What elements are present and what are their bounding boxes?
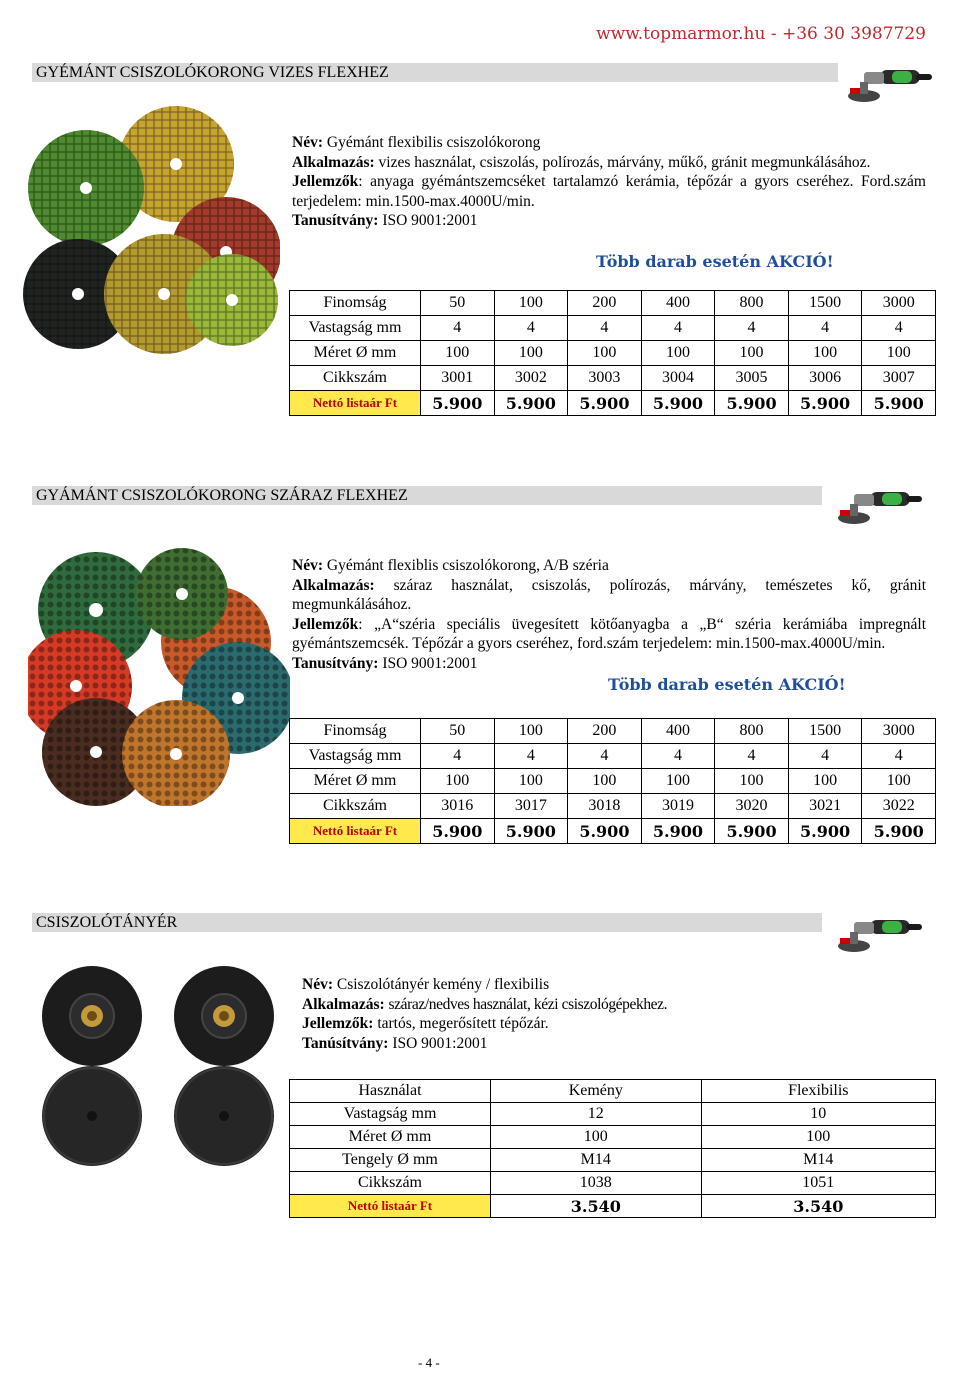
table-cell: 4 [788, 744, 862, 769]
application-value: vizes használat, csiszolás, polírozás, márvány, műkő, gránit megmunkálásához. [378, 153, 871, 171]
table-cell: 100 [862, 769, 936, 794]
table-cell: 3006 [788, 366, 862, 391]
table-cell: 3021 [788, 794, 862, 819]
table-cell: 100 [568, 341, 642, 366]
table-row [290, 719, 936, 744]
table-cell: 4 [788, 316, 862, 341]
table-cell: 3005 [715, 366, 789, 391]
table-cell: 100 [421, 341, 495, 366]
table-cell: 3000 [862, 719, 936, 744]
table-cell: 4 [421, 316, 495, 341]
table-row [290, 291, 936, 316]
table-cell: 1500 [788, 719, 862, 744]
certificate-label: Tanusítvány: [292, 654, 379, 672]
table-cell: 3007 [862, 366, 936, 391]
row-label: Cikkszám [290, 366, 421, 391]
row-label: Vastagság mm [290, 744, 421, 769]
table-row [290, 769, 936, 794]
table-cell: 12 [491, 1103, 702, 1126]
price-cell: 5.900 [715, 391, 789, 416]
table-cell: 4 [568, 744, 642, 769]
table-row [290, 366, 936, 391]
application-value: száraz használat, csiszolás, polírozás, márvány, temészetes kő, gránit megmunkálásához. [292, 576, 927, 613]
row-label: Finomság [290, 719, 421, 744]
price-cell: 3.540 [491, 1195, 702, 1218]
table-cell: 100 [491, 1126, 702, 1149]
section3-table [289, 1079, 936, 1218]
row-label: Vastagság mm [290, 1103, 491, 1126]
price-cell: 5.900 [421, 391, 495, 416]
price-cell: 5.900 [568, 819, 642, 844]
features-value: tartós, megerősített tépőzár. [377, 1015, 549, 1032]
table-cell: 200 [568, 291, 642, 316]
table-cell: 3018 [568, 794, 642, 819]
table-cell: 3004 [641, 366, 715, 391]
section3-description [302, 975, 926, 1053]
price-cell: 5.900 [788, 819, 862, 844]
table-cell: 100 [494, 769, 568, 794]
name-value: Gyémánt flexiblis csiszolókorong, A/B széria [326, 557, 609, 574]
row-label: Vastagság mm [290, 316, 421, 341]
table-row [290, 316, 936, 341]
row-label: Méret Ø mm [290, 1126, 491, 1149]
table-cell: 100 [641, 341, 715, 366]
column-header: Kemény [491, 1080, 702, 1103]
table-cell: 4 [568, 316, 642, 341]
table-cell: 1038 [491, 1172, 702, 1195]
table-cell: 3002 [494, 366, 568, 391]
table-cell: 1051 [701, 1172, 935, 1195]
page-number: - 4 - [418, 1355, 440, 1370]
row-label: Tengely Ø mm [290, 1149, 491, 1172]
application-label: Alkalmazás: [302, 995, 385, 1013]
application-label: Alkalmazás: [292, 576, 375, 594]
grinder-icon [832, 484, 924, 534]
table-row [290, 744, 936, 769]
price-cell: 5.900 [715, 819, 789, 844]
price-label: Nettó listaár Ft [290, 1195, 491, 1218]
section2-title: GYÁMÁNT CSISZOLÓKORONG SZÁRAZ FLEXHEZ [32, 486, 822, 505]
table-cell: 800 [715, 291, 789, 316]
features-value: : „A“széria speciális üvegesített kötőanyagba a „B“ széria kerámiába impregnált gyémántszemcsék. Tépőzár a gyors cseréhez, ford.szám terjedelem: min.1500-max.4000U/min. [292, 615, 926, 652]
backer-pads-image [32, 964, 288, 1170]
price-cell: 5.900 [641, 391, 715, 416]
grinder-icon [842, 62, 934, 112]
table-cell: 100 [715, 341, 789, 366]
certificate-value: ISO 9001:2001 [382, 212, 478, 229]
price-cell: 5.900 [568, 391, 642, 416]
column-header: Használat [290, 1080, 491, 1103]
table-row [290, 1149, 936, 1172]
table-cell: 50 [421, 719, 495, 744]
promo-text: Több darab esetén AKCIÓ! [608, 675, 846, 694]
row-label: Cikkszám [290, 794, 421, 819]
section1-title: GYÉMÁNT CSISZOLÓKORONG VIZES FLEXHEZ [32, 63, 838, 82]
column-header: Flexibilis [701, 1080, 935, 1103]
table-cell: 100 [788, 341, 862, 366]
table-cell: 1500 [788, 291, 862, 316]
table-cell: 4 [421, 744, 495, 769]
features-value: : anyaga gyémántszemcséket tartalamzó kerámia, tépőzár a gyors cseréhez. Ford.szám terjedelem: min.1500-max.4000U/min. [292, 173, 926, 210]
wet-pads-image [18, 104, 280, 356]
table-cell: 3000 [862, 291, 936, 316]
table-cell: 100 [494, 291, 568, 316]
certificate-value: ISO 9001:2001 [382, 654, 478, 672]
price-cell: 5.900 [788, 391, 862, 416]
table-cell: 100 [494, 341, 568, 366]
section2-description [292, 556, 926, 673]
header-contact[interactable] [596, 24, 926, 44]
promo-text: Több darab esetén AKCIÓ! [596, 252, 834, 271]
table-cell: 50 [421, 291, 495, 316]
price-cell: 5.900 [862, 391, 936, 416]
table-cell: 3001 [421, 366, 495, 391]
table-row [290, 1172, 936, 1195]
price-row [290, 391, 936, 416]
price-row [290, 1195, 936, 1218]
table-cell: 4 [862, 744, 936, 769]
features-label: Jellemzők [292, 173, 359, 190]
section1-description [292, 133, 926, 231]
table-cell: M14 [701, 1149, 935, 1172]
price-cell: 5.900 [494, 391, 568, 416]
table-cell: 100 [788, 769, 862, 794]
price-cell: 5.900 [862, 819, 936, 844]
table-cell: 4 [715, 744, 789, 769]
name-label: Név: [292, 557, 323, 574]
table-cell: 100 [494, 719, 568, 744]
price-label: Nettó listaár Ft [290, 391, 421, 416]
table-cell: 400 [641, 719, 715, 744]
table-cell: 4 [641, 316, 715, 341]
features-label: Jellemzők: [302, 1015, 374, 1032]
table-cell: 10 [701, 1103, 935, 1126]
row-label: Méret Ø mm [290, 341, 421, 366]
certificate-value: ISO 9001:2001 [392, 1034, 488, 1052]
name-value: Csiszolótányér kemény / flexibilis [336, 976, 550, 993]
table-cell: 3020 [715, 794, 789, 819]
table-cell: 3019 [641, 794, 715, 819]
section1-table [289, 290, 936, 416]
table-row [290, 341, 936, 366]
table-cell: 3017 [494, 794, 568, 819]
table-cell: 100 [862, 341, 936, 366]
price-cell: 5.900 [494, 819, 568, 844]
grinder-icon [832, 912, 924, 962]
application-label: Alkalmazás: [292, 153, 375, 171]
table-row [290, 1126, 936, 1149]
table-cell: 200 [568, 719, 642, 744]
name-label: Név: [302, 976, 333, 993]
table-cell: 4 [862, 316, 936, 341]
section3-title: CSISZOLÓTÁNYÉR [32, 913, 822, 932]
table-cell: 4 [494, 744, 568, 769]
row-label: Finomság [290, 291, 421, 316]
table-cell: M14 [491, 1149, 702, 1172]
table-cell: 3016 [421, 794, 495, 819]
name-value: Gyémánt flexibilis csiszolókorong [326, 134, 541, 151]
table-cell: 100 [641, 769, 715, 794]
table-cell: 800 [715, 719, 789, 744]
certificate-label: Tanusítvány: [292, 212, 379, 229]
features-label: Jellemzők [292, 615, 359, 633]
table-header-row [290, 1080, 936, 1103]
row-label: Cikkszám [290, 1172, 491, 1195]
table-row [290, 1103, 936, 1126]
table-cell: 100 [421, 769, 495, 794]
table-cell: 4 [641, 744, 715, 769]
table-cell: 4 [715, 316, 789, 341]
table-cell: 100 [715, 769, 789, 794]
section2-table [289, 718, 936, 844]
table-cell: 3022 [862, 794, 936, 819]
website-link[interactable]: www.topmarmor.hu [596, 24, 766, 44]
name-label: Név: [292, 134, 323, 151]
price-row [290, 819, 936, 844]
price-label: Nettó listaár Ft [290, 819, 421, 844]
phone-number: +36 30 3987729 [781, 24, 926, 44]
certificate-label: Tanúsítvány: [302, 1034, 389, 1052]
header-separator: - [770, 24, 777, 44]
price-cell: 5.900 [421, 819, 495, 844]
table-cell: 4 [494, 316, 568, 341]
table-row [290, 794, 936, 819]
application-value: száraz/nedves használat, kézi csiszológépekhez. [388, 995, 668, 1013]
table-cell: 100 [568, 769, 642, 794]
row-label: Méret Ø mm [290, 769, 421, 794]
price-cell: 5.900 [641, 819, 715, 844]
table-cell: 3003 [568, 366, 642, 391]
table-cell: 100 [701, 1126, 935, 1149]
dry-pads-image [28, 546, 290, 806]
table-cell: 400 [641, 291, 715, 316]
price-cell: 3.540 [701, 1195, 935, 1218]
